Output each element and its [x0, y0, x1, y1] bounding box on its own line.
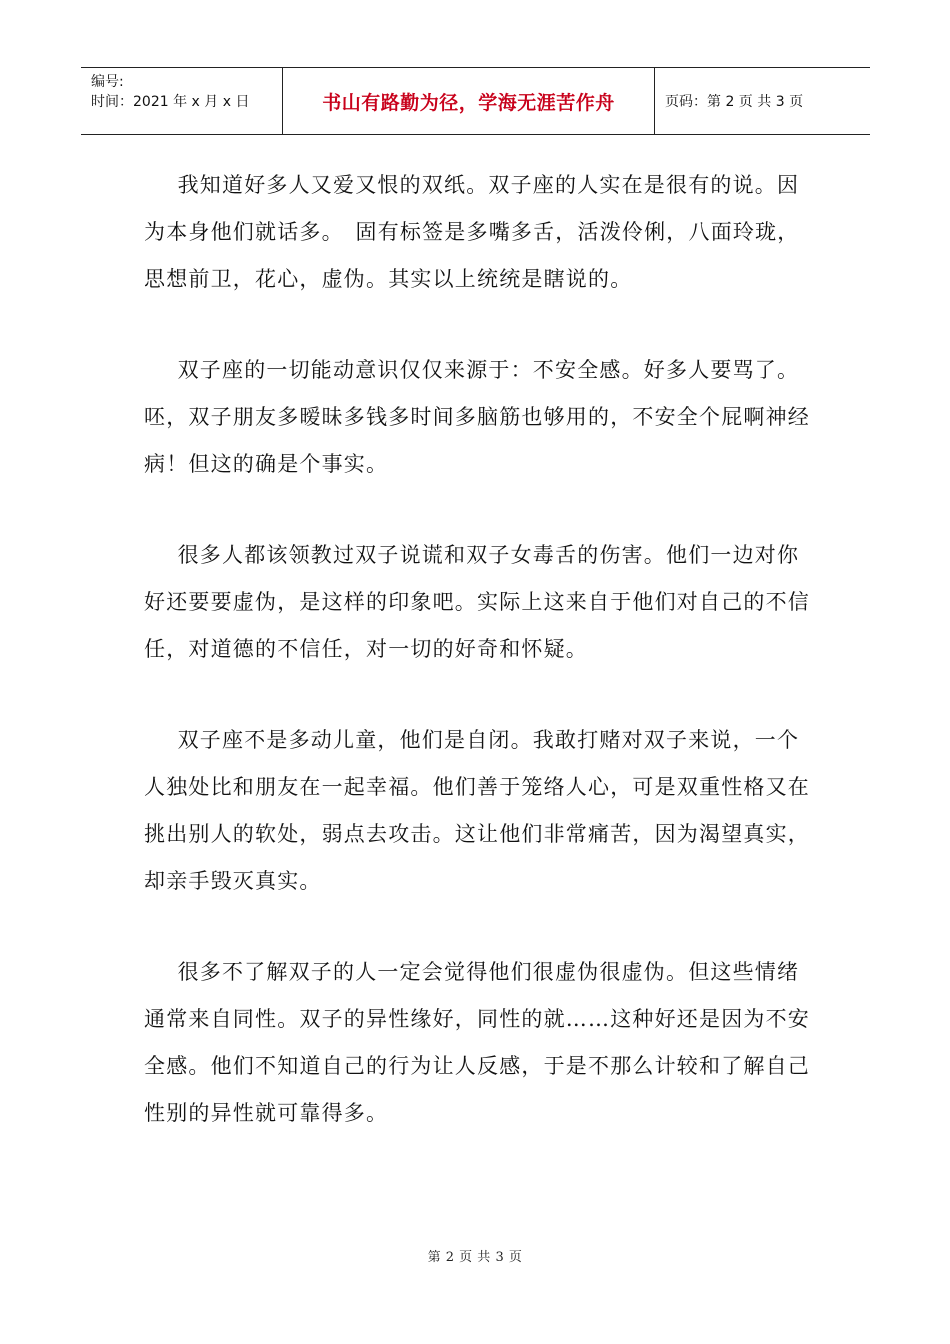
paragraph: 我知道好多人又爱又恨的双纸。双子座的人实在是很有的说。因为本身他们就话多。 固有标签是多嘴多舌，活泼伶俐，八面玲珑，思想前卫，花心，虚伪。其实以上统统是瞎说的。 — [144, 173, 800, 291]
header-page-info: 页码：第 2 页 共 3 页 — [665, 94, 804, 110]
page-footer: 第 2 页 共 3 页 — [427, 1250, 523, 1265]
paragraph: 很多人都该领教过双子说谎和双子女毒舌的伤害。他们一边对你好还要要虚伪，是这样的印象吧。实际上这来自于他们对自己的不信任，对道德的不信任，对一切的好奇和怀疑。 — [144, 543, 810, 661]
document-body — [144, 162, 812, 1181]
paragraph: 很多不了解双子的人一定会觉得他们很虚伪很虚伪。但这些情绪通常来自同性。双子的异性缘好，同性的就……这种好还是因为不安全感。他们不知道自己的行为让人反感，于是不那么计较和了解自己性别的异性就可靠得多。 — [144, 960, 810, 1125]
document-date-label: 时间：2021 年 x 月 x 日 — [91, 94, 250, 110]
paragraph: 双子座的一切能动意识仅仅来源于：不安全感。好多人要骂了。呸，双子朋友多暧昧多钱多时间多脑筋也够用的，不安全个屁啊神经病！但这的确是个事实。 — [144, 358, 810, 476]
document-code-label: 编号: — [91, 74, 124, 90]
paragraph: 双子座不是多动儿童，他们是自闭。我敢打赌对双子来说，一个人独处比和朋友在一起幸福。他们善于笼络人心，可是双重性格又在挑出别人的软处，弱点去攻击。这让他们非常痛苦，因为渴望真实，却亲手毁灭真实。 — [144, 728, 810, 893]
header-motto: 书山有路勤为径，学海无涯苦作舟 — [283, 68, 655, 134]
header-meta-cell — [81, 68, 283, 134]
document-header — [81, 67, 870, 135]
